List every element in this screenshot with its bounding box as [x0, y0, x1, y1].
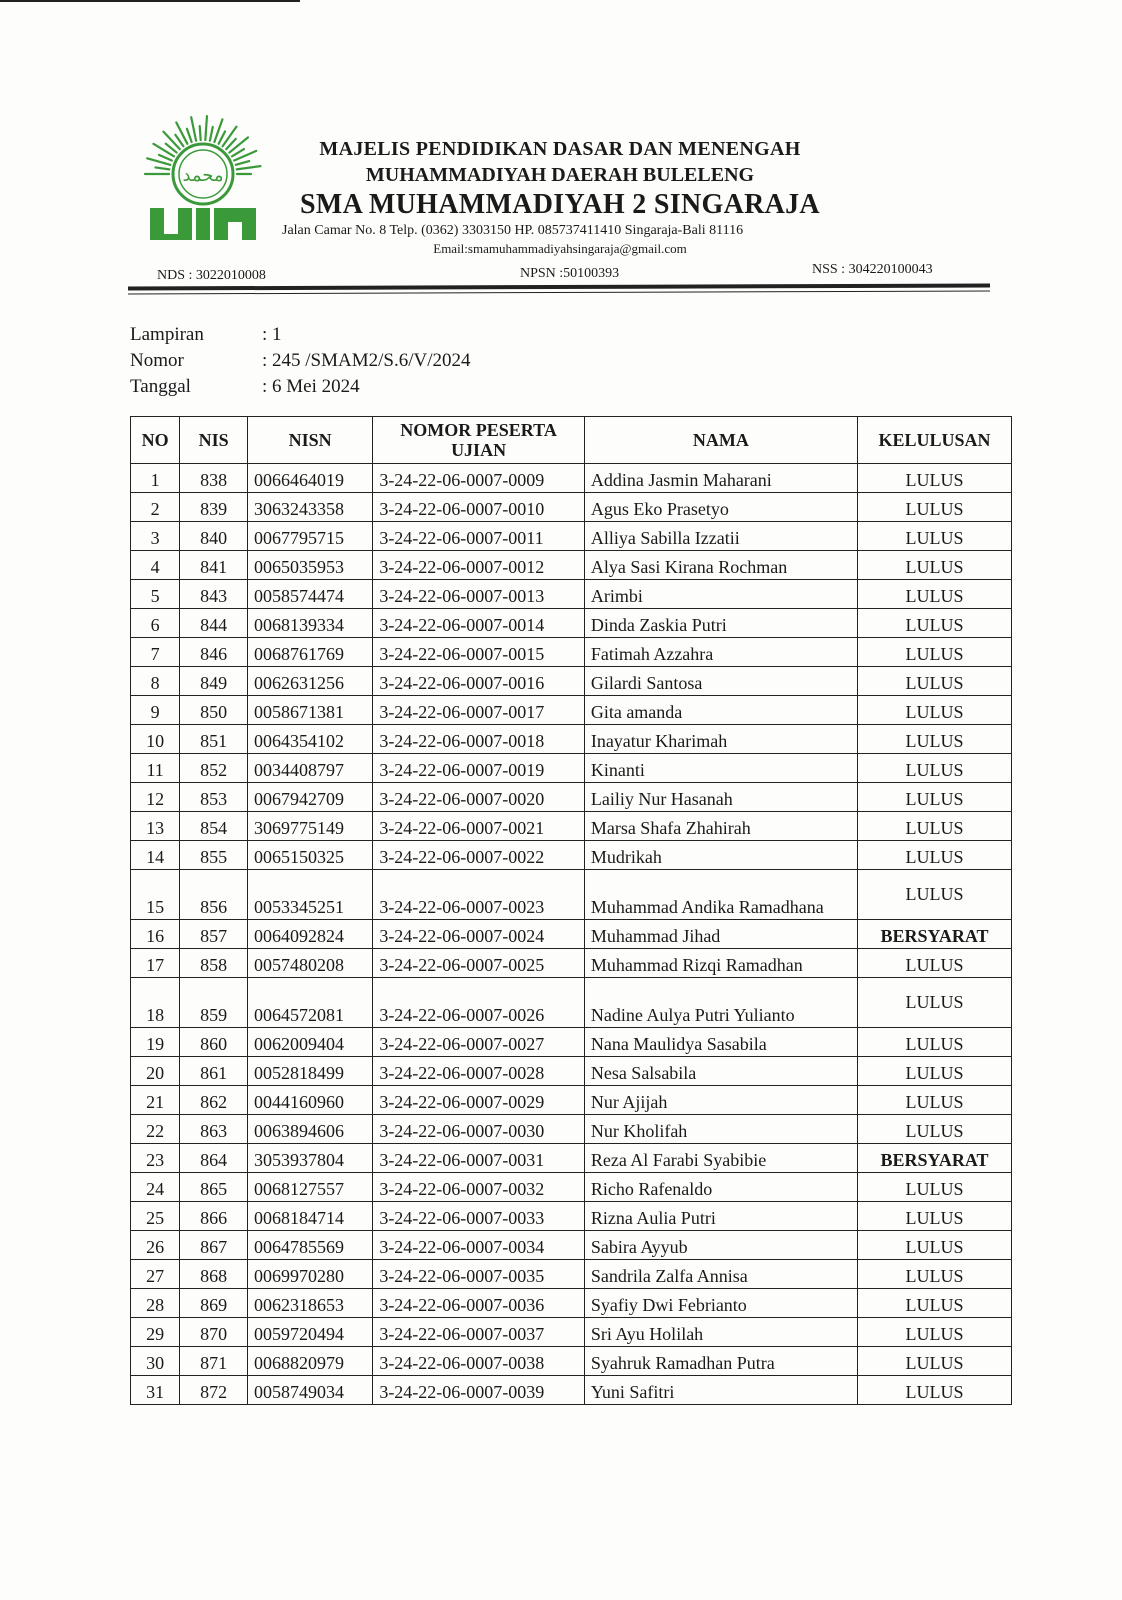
table-row [131, 841, 1012, 870]
row-exam-number: 3-24-22-06-0007-0019 [373, 754, 585, 783]
school-name: SMA MUHAMMADIYAH 2 SINGARAJA [300, 189, 820, 220]
row-name: Sabira Ayyub [584, 1231, 857, 1260]
row-nis: 871 [180, 1347, 248, 1376]
npsn-code: NPSN :50100393 [520, 266, 620, 281]
row-nisn: 0057480208 [248, 949, 373, 978]
row-nis: 851 [180, 725, 248, 754]
table-row [131, 949, 1012, 978]
row-nis: 868 [180, 1260, 248, 1289]
row-nisn: 0064092824 [248, 920, 373, 949]
row-name: Inayatur Kharimah [584, 725, 857, 754]
row-nisn: 0068184714 [248, 1202, 373, 1231]
row-number: 4 [131, 551, 180, 580]
meta-value: : 245 /SMAM2/S.6/V/2024 [262, 350, 471, 371]
row-status: LULUS [857, 1115, 1011, 1144]
header-exam-number: NOMOR PESERTA UJIAN [373, 417, 585, 464]
row-exam-number: 3-24-22-06-0007-0037 [373, 1318, 585, 1347]
table-row [131, 1289, 1012, 1318]
meta-row [130, 374, 471, 400]
meta-value: : 6 Mei 2024 [262, 376, 360, 397]
row-nisn: 0062318653 [248, 1289, 373, 1318]
row-name: Nur Ajijah [584, 1086, 857, 1115]
row-status: LULUS [857, 1028, 1011, 1057]
row-name: Syahruk Ramadhan Putra [584, 1347, 857, 1376]
row-nis: 843 [180, 580, 248, 609]
row-nis: 869 [180, 1289, 248, 1318]
row-exam-number: 3-24-22-06-0007-0029 [373, 1086, 585, 1115]
table-row [131, 1057, 1012, 1086]
row-exam-number: 3-24-22-06-0007-0030 [373, 1115, 585, 1144]
row-nis: 872 [180, 1376, 248, 1405]
row-status: LULUS [857, 841, 1011, 870]
row-nis: 861 [180, 1057, 248, 1086]
row-nisn: 0066464019 [248, 464, 373, 493]
row-nisn: 3069775149 [248, 812, 373, 841]
row-number: 18 [131, 978, 180, 1028]
row-nisn: 0062631256 [248, 667, 373, 696]
row-nisn: 0058671381 [248, 696, 373, 725]
row-exam-number: 3-24-22-06-0007-0009 [373, 464, 585, 493]
row-exam-number: 3-24-22-06-0007-0034 [373, 1231, 585, 1260]
meta-row [130, 322, 471, 348]
row-nis: 849 [180, 667, 248, 696]
row-nis: 863 [180, 1115, 248, 1144]
row-name: Kinanti [584, 754, 857, 783]
row-exam-number: 3-24-22-06-0007-0027 [373, 1028, 585, 1057]
row-number: 9 [131, 696, 180, 725]
row-name: Nur Kholifah [584, 1115, 857, 1144]
row-number: 14 [131, 841, 180, 870]
row-nisn: 0044160960 [248, 1086, 373, 1115]
row-name: Agus Eko Prasetyo [584, 493, 857, 522]
table-row [131, 1115, 1012, 1144]
row-nis: 859 [180, 978, 248, 1028]
row-nisn: 0068820979 [248, 1347, 373, 1376]
row-name: Gita amanda [584, 696, 857, 725]
row-name: Nadine Aulya Putri Yulianto [584, 978, 857, 1028]
row-nisn: 0052818499 [248, 1057, 373, 1086]
row-nis: 844 [180, 609, 248, 638]
row-number: 12 [131, 783, 180, 812]
region-name: MUHAMMADIYAH DAERAH BULELENG [365, 164, 755, 186]
row-status: LULUS [857, 1202, 1011, 1231]
row-status: LULUS [857, 1231, 1011, 1260]
table-row [131, 696, 1012, 725]
row-number: 11 [131, 754, 180, 783]
row-status: LULUS [857, 464, 1011, 493]
svg-text:محمد: محمد [182, 165, 224, 186]
logo-ray [159, 155, 172, 161]
header-nisn: NISN [248, 417, 373, 464]
row-name: Sri Ayu Holilah [584, 1318, 857, 1347]
row-nisn: 0062009404 [248, 1028, 373, 1057]
row-exam-number: 3-24-22-06-0007-0039 [373, 1376, 585, 1405]
row-nis: 858 [180, 949, 248, 978]
row-number: 2 [131, 493, 180, 522]
row-nisn: 0068761769 [248, 638, 373, 667]
row-nis: 854 [180, 812, 248, 841]
row-exam-number: 3-24-22-06-0007-0014 [373, 609, 585, 638]
row-number: 5 [131, 580, 180, 609]
row-exam-number: 3-24-22-06-0007-0013 [373, 580, 585, 609]
table-row [131, 551, 1012, 580]
table-row [131, 464, 1012, 493]
table-row [131, 1202, 1012, 1231]
row-name: Syafiy Dwi Febrianto [584, 1289, 857, 1318]
row-nis: 865 [180, 1173, 248, 1202]
row-status: LULUS [857, 1318, 1011, 1347]
row-nis: 850 [180, 696, 248, 725]
row-nisn: 0069970280 [248, 1260, 373, 1289]
table-row [131, 1347, 1012, 1376]
row-exam-number: 3-24-22-06-0007-0015 [373, 638, 585, 667]
row-number: 24 [131, 1173, 180, 1202]
meta-label: Nomor [130, 350, 184, 371]
table-row [131, 522, 1012, 551]
row-nisn: 0064572081 [248, 978, 373, 1028]
row-status: BERSYARAT [857, 1144, 1011, 1173]
row-exam-number: 3-24-22-06-0007-0032 [373, 1173, 585, 1202]
row-number: 7 [131, 638, 180, 667]
logo-ray [210, 127, 213, 141]
row-nis: 857 [180, 920, 248, 949]
row-status: LULUS [857, 870, 1011, 920]
row-nisn: 0068127557 [248, 1173, 373, 1202]
row-nis: 839 [180, 493, 248, 522]
row-name: Muhammad Rizqi Ramadhan [584, 949, 857, 978]
row-nisn: 0059720494 [248, 1318, 373, 1347]
row-number: 10 [131, 725, 180, 754]
row-nis: 855 [180, 841, 248, 870]
row-status: LULUS [857, 949, 1011, 978]
table-row [131, 920, 1012, 949]
row-nis: 864 [180, 1144, 248, 1173]
row-name: Muhammad Jihad [584, 920, 857, 949]
row-status: LULUS [857, 1376, 1011, 1405]
row-exam-number: 3-24-22-06-0007-0010 [373, 493, 585, 522]
row-exam-number: 3-24-22-06-0007-0018 [373, 725, 585, 754]
row-status: LULUS [857, 638, 1011, 667]
row-exam-number: 3-24-22-06-0007-0020 [373, 783, 585, 812]
council-name: MAJELIS PENDIDIKAN DASAR DAN MENENGAH [319, 138, 801, 160]
row-nisn: 0034408797 [248, 754, 373, 783]
row-name: Alliya Sabilla Izzatii [584, 522, 857, 551]
header-graduation: KELULUSAN [857, 417, 1011, 464]
row-nis: 870 [180, 1318, 248, 1347]
row-exam-number: 3-24-22-06-0007-0033 [373, 1202, 585, 1231]
header-divider-thick [128, 283, 990, 290]
row-nis: 841 [180, 551, 248, 580]
row-number: 25 [131, 1202, 180, 1231]
logo-ray [237, 166, 261, 169]
header-nis: NIS [180, 417, 248, 464]
meta-value: : 1 [262, 324, 282, 345]
table-row [131, 1376, 1012, 1405]
header-divider-thin [128, 290, 990, 294]
row-status: LULUS [857, 812, 1011, 841]
row-exam-number: 3-24-22-06-0007-0024 [373, 920, 585, 949]
row-number: 23 [131, 1144, 180, 1173]
row-name: Mudrikah [584, 841, 857, 870]
row-nisn: 0067942709 [248, 783, 373, 812]
row-status: LULUS [857, 1057, 1011, 1086]
row-name: Nana Maulidya Sasabila [584, 1028, 857, 1057]
row-nisn: 0053345251 [248, 870, 373, 920]
row-number: 29 [131, 1318, 180, 1347]
row-name: Sandrila Zalfa Annisa [584, 1260, 857, 1289]
row-number: 13 [131, 812, 180, 841]
row-name: Richo Rafenaldo [584, 1173, 857, 1202]
row-nisn: 3053937804 [248, 1144, 373, 1173]
row-number: 8 [131, 667, 180, 696]
row-number: 17 [131, 949, 180, 978]
row-nis: 852 [180, 754, 248, 783]
row-status: LULUS [857, 609, 1011, 638]
row-nis: 853 [180, 783, 248, 812]
row-number: 6 [131, 609, 180, 638]
row-nis: 838 [180, 464, 248, 493]
row-exam-number: 3-24-22-06-0007-0035 [373, 1260, 585, 1289]
logo-ray [223, 127, 237, 147]
row-name: Gilardi Santosa [584, 667, 857, 696]
row-exam-number: 3-24-22-06-0007-0031 [373, 1144, 585, 1173]
row-status: LULUS [857, 522, 1011, 551]
row-nisn: 0067795715 [248, 522, 373, 551]
logo-ray [176, 123, 187, 144]
row-nis: 862 [180, 1086, 248, 1115]
row-exam-number: 3-24-22-06-0007-0026 [373, 978, 585, 1028]
logo-ray [236, 161, 249, 165]
table-row [131, 754, 1012, 783]
row-exam-number: 3-24-22-06-0007-0028 [373, 1057, 585, 1086]
row-status: LULUS [857, 493, 1011, 522]
school-email: Email:smamuhammadiyahsingaraja@gmail.com [433, 241, 687, 256]
row-status: LULUS [857, 1347, 1011, 1376]
table-row [131, 812, 1012, 841]
logo-ray [187, 129, 192, 142]
row-number: 19 [131, 1028, 180, 1057]
row-name: Muhammad Andika Ramadhana [584, 870, 857, 920]
table-row [131, 870, 1012, 920]
logo-ray [163, 132, 179, 150]
letterhead [270, 136, 850, 258]
row-exam-number: 3-24-22-06-0007-0011 [373, 522, 585, 551]
row-exam-number: 3-24-22-06-0007-0016 [373, 667, 585, 696]
row-nis: 840 [180, 522, 248, 551]
nds-code: NDS : 3022010008 [157, 268, 266, 283]
row-nisn: 0063894606 [248, 1115, 373, 1144]
logo-ray [191, 117, 196, 140]
table-row [131, 725, 1012, 754]
row-status: LULUS [857, 551, 1011, 580]
row-name: Alya Sasi Kirana Rochman [584, 551, 857, 580]
row-number: 22 [131, 1115, 180, 1144]
row-nisn: 0064785569 [248, 1231, 373, 1260]
header-name: NAMA [584, 417, 857, 464]
meta-label: Lampiran [130, 324, 204, 345]
row-nis: 867 [180, 1231, 248, 1260]
logo-ray [153, 144, 174, 156]
row-name: Marsa Shafa Zhahirah [584, 812, 857, 841]
table-row [131, 1144, 1012, 1173]
table-row [131, 667, 1012, 696]
row-name: Dinda Zaskia Putri [584, 609, 857, 638]
row-status: LULUS [857, 696, 1011, 725]
row-nis: 846 [180, 638, 248, 667]
table-header-row [131, 417, 1012, 464]
table-row [131, 638, 1012, 667]
logo-ray [219, 131, 225, 143]
table-row [131, 1260, 1012, 1289]
row-exam-number: 3-24-22-06-0007-0012 [373, 551, 585, 580]
logo-ray [205, 116, 207, 140]
row-nisn: 3063243358 [248, 493, 373, 522]
nss-code: NSS : 304220100043 [812, 262, 933, 277]
row-nis: 866 [180, 1202, 248, 1231]
meta-label: Tanggal [130, 376, 191, 397]
row-status: LULUS [857, 1289, 1011, 1318]
table-row [131, 1231, 1012, 1260]
row-status: LULUS [857, 1260, 1011, 1289]
letter-meta [130, 322, 471, 400]
row-nis: 856 [180, 870, 248, 920]
row-name: Lailiy Nur Hasanah [584, 783, 857, 812]
row-name: Reza Al Farabi Syabibie [584, 1144, 857, 1173]
row-name: Fatimah Azzahra [584, 638, 857, 667]
row-number: 3 [131, 522, 180, 551]
row-nisn: 0068139334 [248, 609, 373, 638]
row-exam-number: 3-24-22-06-0007-0022 [373, 841, 585, 870]
table-row [131, 609, 1012, 638]
row-exam-number: 3-24-22-06-0007-0017 [373, 696, 585, 725]
row-nisn: 0065150325 [248, 841, 373, 870]
row-exam-number: 3-24-22-06-0007-0023 [373, 870, 585, 920]
header-no: NO [131, 417, 180, 464]
row-number: 16 [131, 920, 180, 949]
table-row [131, 1086, 1012, 1115]
row-number: 20 [131, 1057, 180, 1086]
row-status: LULUS [857, 667, 1011, 696]
row-number: 27 [131, 1260, 180, 1289]
row-status: LULUS [857, 1086, 1011, 1115]
top-scan-line [0, 0, 300, 2]
row-status: LULUS [857, 783, 1011, 812]
row-nisn: 0065035953 [248, 551, 373, 580]
row-name: Yuni Safitri [584, 1376, 857, 1405]
row-number: 26 [131, 1231, 180, 1260]
row-status: BERSYARAT [857, 920, 1011, 949]
table-row [131, 493, 1012, 522]
row-status: LULUS [857, 754, 1011, 783]
muhammadiyah-logo-icon [136, 112, 270, 248]
row-status: LULUS [857, 978, 1011, 1028]
row-nisn: 0058749034 [248, 1376, 373, 1405]
table-row [131, 1318, 1012, 1347]
row-name: Nesa Salsabila [584, 1057, 857, 1086]
table-row [131, 1028, 1012, 1057]
meta-row [130, 348, 471, 374]
row-status: LULUS [857, 725, 1011, 754]
table-row [131, 1173, 1012, 1202]
row-number: 21 [131, 1086, 180, 1115]
school-address: Jalan Camar No. 8 Telp. (0362) 3303150 HP. 085737411410 Singaraja-Bali 81116 [282, 223, 744, 238]
row-number: 28 [131, 1289, 180, 1318]
table-row [131, 580, 1012, 609]
row-name: Addina Jasmin Maharani [584, 464, 857, 493]
row-exam-number: 3-24-22-06-0007-0038 [373, 1347, 585, 1376]
row-nis: 860 [180, 1028, 248, 1057]
row-number: 1 [131, 464, 180, 493]
row-number: 31 [131, 1376, 180, 1405]
row-status: LULUS [857, 1173, 1011, 1202]
row-nisn: 0064354102 [248, 725, 373, 754]
graduation-table [130, 416, 1012, 1405]
row-name: Arimbi [584, 580, 857, 609]
row-exam-number: 3-24-22-06-0007-0025 [373, 949, 585, 978]
row-nisn: 0058574474 [248, 580, 373, 609]
logo-ray [200, 126, 201, 140]
row-exam-number: 3-24-22-06-0007-0021 [373, 812, 585, 841]
row-name: Rizna Aulia Putri [584, 1202, 857, 1231]
table-row [131, 978, 1012, 1028]
row-status: LULUS [857, 580, 1011, 609]
row-exam-number: 3-24-22-06-0007-0036 [373, 1289, 585, 1318]
logo-ray [229, 137, 248, 152]
table-row [131, 783, 1012, 812]
row-number: 15 [131, 870, 180, 920]
row-number: 30 [131, 1347, 180, 1376]
logo-ray [155, 167, 169, 169]
